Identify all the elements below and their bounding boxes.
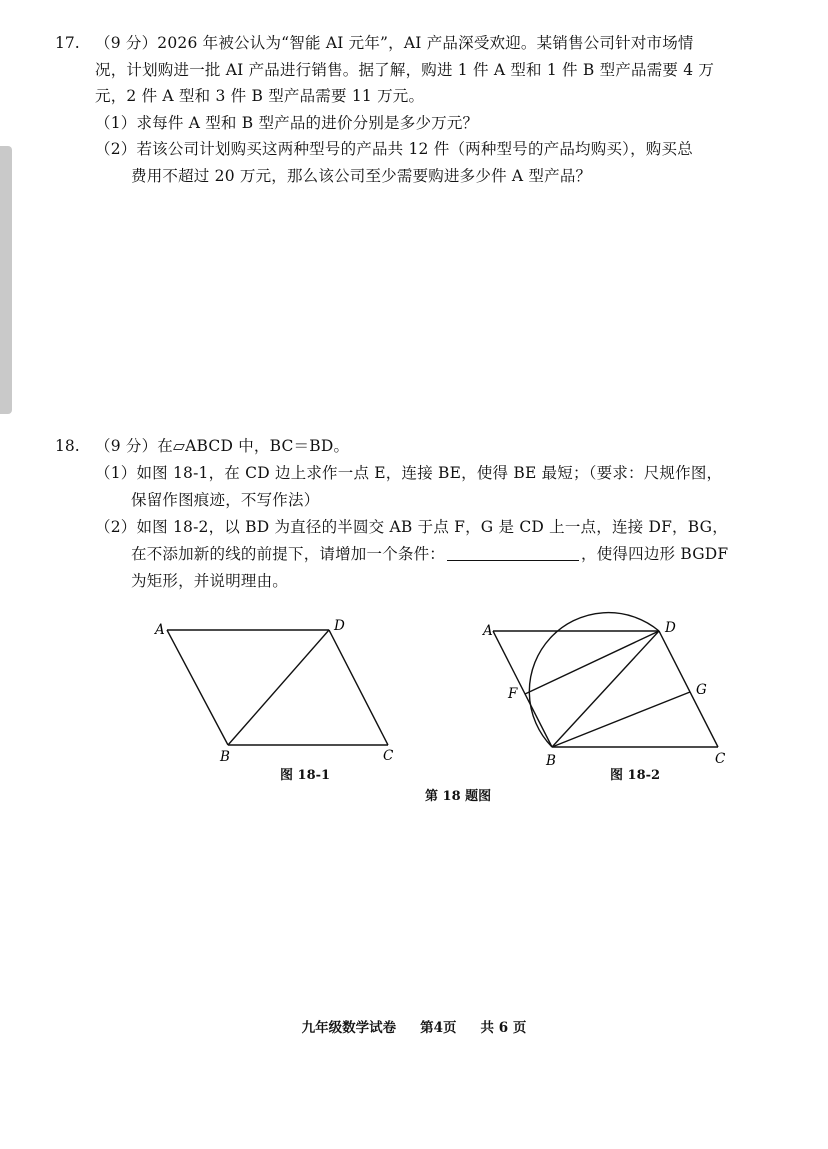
question-18-part-2-line-2 bbox=[131, 544, 728, 564]
fig1-label-C: C bbox=[383, 748, 394, 764]
question-18-part-1-line-1: （1）如图 18-1，在 CD 边上求作一点 E，连接 BE，使得 BE 最短；（要求：尺规作图， bbox=[95, 464, 723, 482]
footer-total-pages: 共 6 页 bbox=[480, 1020, 527, 1036]
figure-18-1 bbox=[150, 615, 410, 785]
edge-BA bbox=[493, 631, 552, 747]
segment-DF bbox=[525, 631, 659, 694]
question-18-part-1-line-2: 保留作图痕迹，不写作法） bbox=[131, 491, 320, 509]
figure-18-2 bbox=[478, 608, 738, 778]
footer-page-number: 第4页 bbox=[420, 1020, 457, 1036]
edge-DC bbox=[659, 631, 718, 747]
figure-group-caption: 第 18 题图 bbox=[425, 789, 492, 804]
footer-subject: 九年级数学试卷 bbox=[301, 1020, 397, 1036]
question-17-part-2-line-1: （2）若该公司计划购买这两种型号的产品共 12 件（两种型号的产品均购买），购买总 bbox=[95, 140, 693, 158]
question-18-part-2-line-3: 为矩形，并说明理由。 bbox=[131, 572, 289, 590]
question-18-stem: （9 分）在▱ABCD 中，BC＝BD。 bbox=[95, 437, 350, 455]
diagonal-BD bbox=[228, 630, 329, 745]
fig2-label-A: A bbox=[483, 623, 493, 639]
question-18-part-2-line-1: （2）如图 18-2，以 BD 为直径的半圆交 AB 于点 F，G 是 CD 上一点，连接 DF，BG， bbox=[95, 518, 728, 536]
fig1-label-A: A bbox=[155, 622, 165, 638]
question-17-part-1: （1）求每件 A 型和 B 型产品的进价分别是多少万元？ bbox=[95, 114, 479, 132]
fig1-label-D: D bbox=[334, 618, 345, 634]
condition-suffix: ，使得四边形 BGDF bbox=[581, 545, 729, 563]
figure-18-2-caption: 图 18-2 bbox=[610, 768, 661, 783]
question-17-line-1: （9 分）2026 年被公认为“智能 AI 元年”，AI 产品深受欢迎。某销售公司针对市场情 bbox=[95, 34, 694, 52]
edge-BA bbox=[167, 630, 228, 745]
figure-18-1-caption: 图 18-1 bbox=[280, 768, 331, 783]
question-17-line-2: 况，计划购进一批 AI 产品进行销售。据了解，购进 1 件 A 型和 1 件 B 型产品需要 4 万 bbox=[95, 61, 715, 79]
semicircle-BD bbox=[529, 613, 659, 747]
diagonal-BD bbox=[552, 631, 659, 747]
fig2-label-C: C bbox=[715, 751, 726, 767]
fig2-label-D: D bbox=[665, 620, 676, 636]
condition-prompt: 在不添加新的线的前提下，请增加一个条件： bbox=[131, 545, 446, 563]
answer-blank[interactable] bbox=[447, 545, 579, 561]
fig2-label-F: F bbox=[508, 686, 518, 702]
question-18-number: 18. bbox=[55, 437, 80, 455]
question-17-part-2-line-2: 费用不超过 20 万元，那么该公司至少需要购进多少件 A 型产品？ bbox=[131, 167, 592, 185]
question-17-line-3: 元，2 件 A 型和 3 件 B 型产品需要 11 万元。 bbox=[95, 87, 425, 105]
fig1-label-B: B bbox=[220, 749, 230, 765]
page-footer bbox=[0, 1016, 828, 1036]
side-scroll-tab[interactable] bbox=[0, 146, 12, 414]
question-17-number: 17. bbox=[55, 34, 80, 52]
fig2-label-B: B bbox=[546, 753, 556, 769]
segment-BG bbox=[552, 692, 690, 747]
fig2-label-G: G bbox=[696, 682, 707, 698]
edge-DC bbox=[329, 630, 388, 745]
